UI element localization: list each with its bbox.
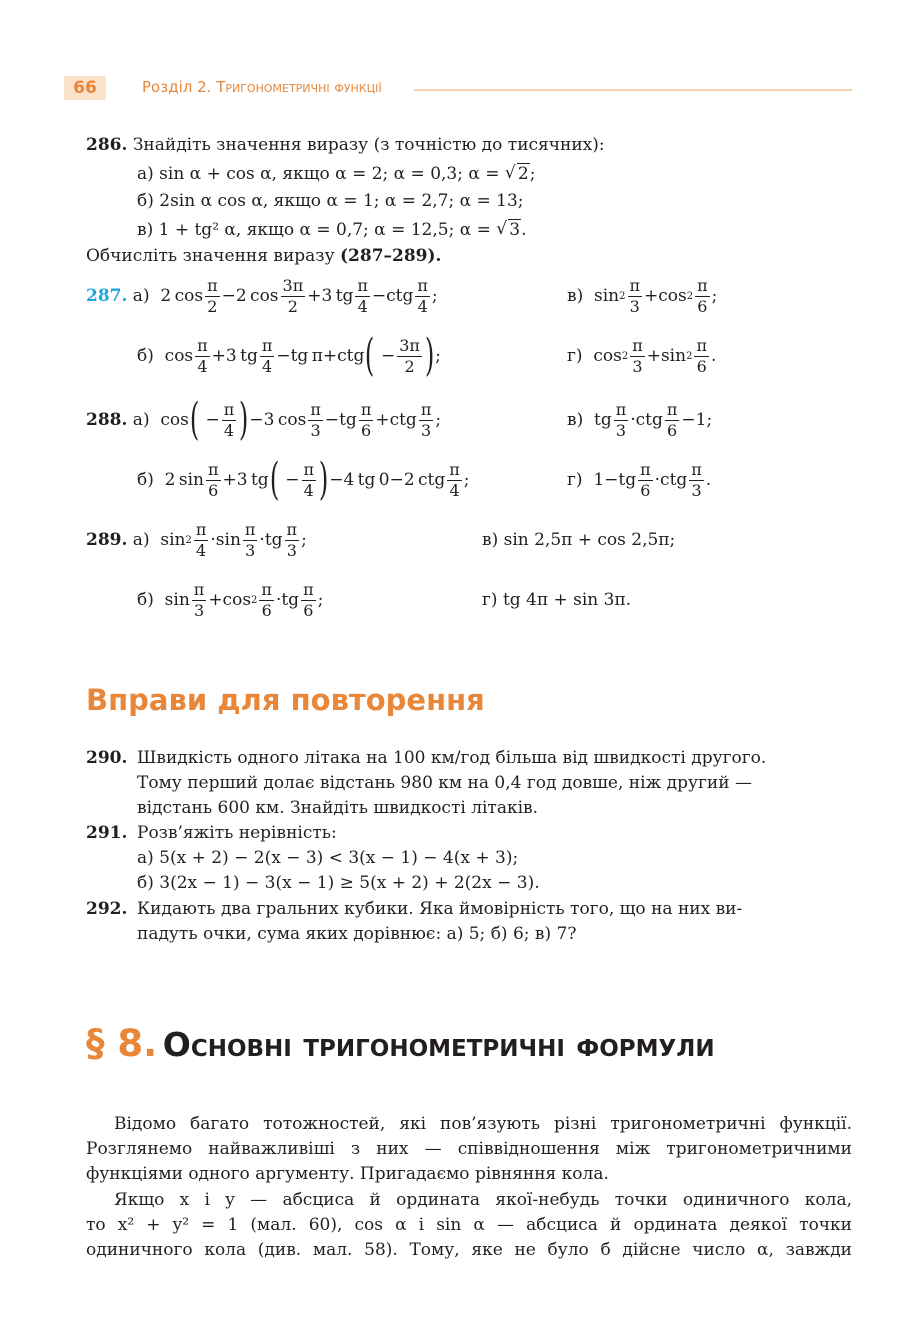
radicand: 2	[517, 164, 529, 184]
problem-290-line: Швидкість одного літака на 100 км/год більша від швидкості другого.	[137, 748, 767, 768]
paragraph-line: то x² + y² = 1 (мал. 60), cos α і sin α — абсциса й ордината деякої точки	[86, 1215, 852, 1235]
sqrt-symbol	[505, 163, 530, 185]
item-text: в) 1 + tg² α, якщо α = 0,7; α = 12,5; α =	[137, 220, 491, 240]
section-heading	[86, 1022, 715, 1065]
header-divider	[414, 89, 852, 91]
sqrt-symbol	[496, 219, 521, 241]
problem-289-b: б) sin $\frac{\pi}{3}$ +cos 2 $\frac{\pi}{6}$ ·tg $\frac{\pi}{6}$ ;	[137, 579, 324, 620]
problem-291-a: а) 5(x + 2) − 2(x − 3) < 3(x − 1) − 4(x + 3);	[137, 848, 519, 868]
paragraph-line: функціями одного аргументу. Пригадаємо рівняння кола.	[86, 1164, 609, 1184]
page-number: 66	[64, 76, 106, 100]
problem-number: 292.	[86, 899, 128, 919]
problem-291-task: Розв’яжіть нерівність:	[137, 823, 337, 843]
problem-286-a: а) sin α + cos α, якщо α = 2; α = 0,3; α = √ 2;	[137, 163, 535, 185]
problem-292-line: Кидають два гральних кубики. Яка ймовірність того, що на них ви-	[137, 899, 743, 919]
problem-288-g: г) 1−tg $\frac{\pi}{6}$ ·ctg $\frac{\pi}{3}$ .	[567, 459, 712, 500]
intro-range: (287–289).	[340, 246, 442, 266]
problem-287-row1: 287. а) 2 cos $\frac{\pi}{2}$ −2 cos $\frac{3\pi}{2}$ +3 tg $\frac{\pi}{4}$ −ctg $\frac{\pi}{4}$ ;	[86, 275, 438, 316]
section-number: § 8.	[86, 1022, 158, 1065]
problem-292-line: падуть очки, сума яких дорівнює: а) 5; б) 6; в) 7?	[137, 924, 577, 944]
problem-288-b: б) 2 sin $\frac{\pi}{6}$ +3 tg ( − $\frac{\pi}{4}$ ) −4 tg 0−2 ctg $\frac{\pi}{4}$ ;	[137, 454, 470, 505]
problem-286	[86, 134, 605, 156]
problem-287-g: г) cos 2 $\frac{\pi}{3}$ +sin 2 $\frac{\pi}{6}$ .	[567, 335, 717, 376]
problem-289-v: в) sin 2,5π + cos 2,5π;	[482, 530, 676, 550]
paragraph-line: Відомо багато тотожностей, які пов’язують різні тригонометричні функції.	[114, 1114, 852, 1134]
problem-289-row1: 289. а) sin 2 $\frac{\pi}{4}$ ·sin $\frac{\pi}{3}$ ·tg $\frac{\pi}{3}$ ;	[86, 519, 307, 560]
problem-287-b: б) cos $\frac{\pi}{4}$ +3 tg $\frac{\pi}{4}$ −tg π+ctg ( − $\frac{3\pi}{2}$ ) ;	[137, 330, 441, 381]
page-header	[64, 76, 852, 100]
paragraph-line: одиничного кола (див. мал. 58). Тому, яке не було б дійсне число α, завжди	[86, 1240, 852, 1260]
problem-286-b: б) 2sin α cos α, якщо α = 1; α = 2,7; α = 13;	[137, 191, 524, 211]
problem-number: 291.	[86, 823, 128, 843]
chapter-title: Тригонометричні функції	[216, 78, 382, 96]
problem-number: 286.	[86, 135, 128, 155]
item-text: а) sin α + cos α, якщо α = 2; α = 0,3; α =	[137, 164, 500, 184]
problem-288-v: в) tg $\frac{\pi}{3}$ ·ctg $\frac{\pi}{6}$ −1;	[567, 399, 713, 440]
chapter-label: Розділ 2.	[142, 78, 212, 96]
problem-number: 290.	[86, 748, 128, 768]
problem-289-g: г) tg 4π + sin 3π.	[482, 590, 632, 610]
problem-287-v: в) sin 2 $\frac{\pi}{3}$ +cos 2 $\frac{\pi}{6}$ ;	[567, 275, 718, 316]
compute-intro	[86, 245, 441, 267]
problem-286-v: в) 1 + tg² α, якщо α = 0,7; α = 12,5; α = √ 3.	[137, 219, 526, 241]
problem-288-row1: 288. а) cos ( − $\frac{\pi}{4}$ ) −3 cos $\frac{\pi}{3}$ −tg $\frac{\pi}{6}$ +ctg $\frac{\pi}{3}$ ;	[86, 394, 442, 445]
paragraph-line: Якщо x і y — абсциса й ордината якої-небудь точки одиничного кола,	[114, 1190, 852, 1210]
problem-number: 287.	[86, 286, 128, 306]
problem-task: Знайдіть значення виразу (з точністю до тисячних):	[132, 135, 605, 155]
intro-text: Обчисліть значення виразу	[86, 246, 335, 266]
problem-290-line: відстань 600 км. Знайдіть швидкості літаків.	[137, 798, 539, 818]
problem-290-line: Тому перший долає відстань 980 км на 0,4 год довше, ніж другий —	[137, 773, 752, 793]
problem-number: 289.	[86, 530, 128, 550]
radicand: 3	[509, 220, 521, 240]
section-title: Основні тригонометричні формули	[162, 1025, 715, 1064]
review-heading: Вправи для повторення	[86, 683, 485, 717]
problem-number: 288.	[86, 410, 128, 430]
running-head	[142, 78, 382, 96]
problem-291-b: б) 3(2x − 1) − 3(x − 1) ≥ 5(x + 2) + 2(2x − 3).	[137, 873, 540, 893]
paragraph-line: Розглянемо найважливіші з них — співвідношення між тригонометричними	[86, 1139, 852, 1159]
